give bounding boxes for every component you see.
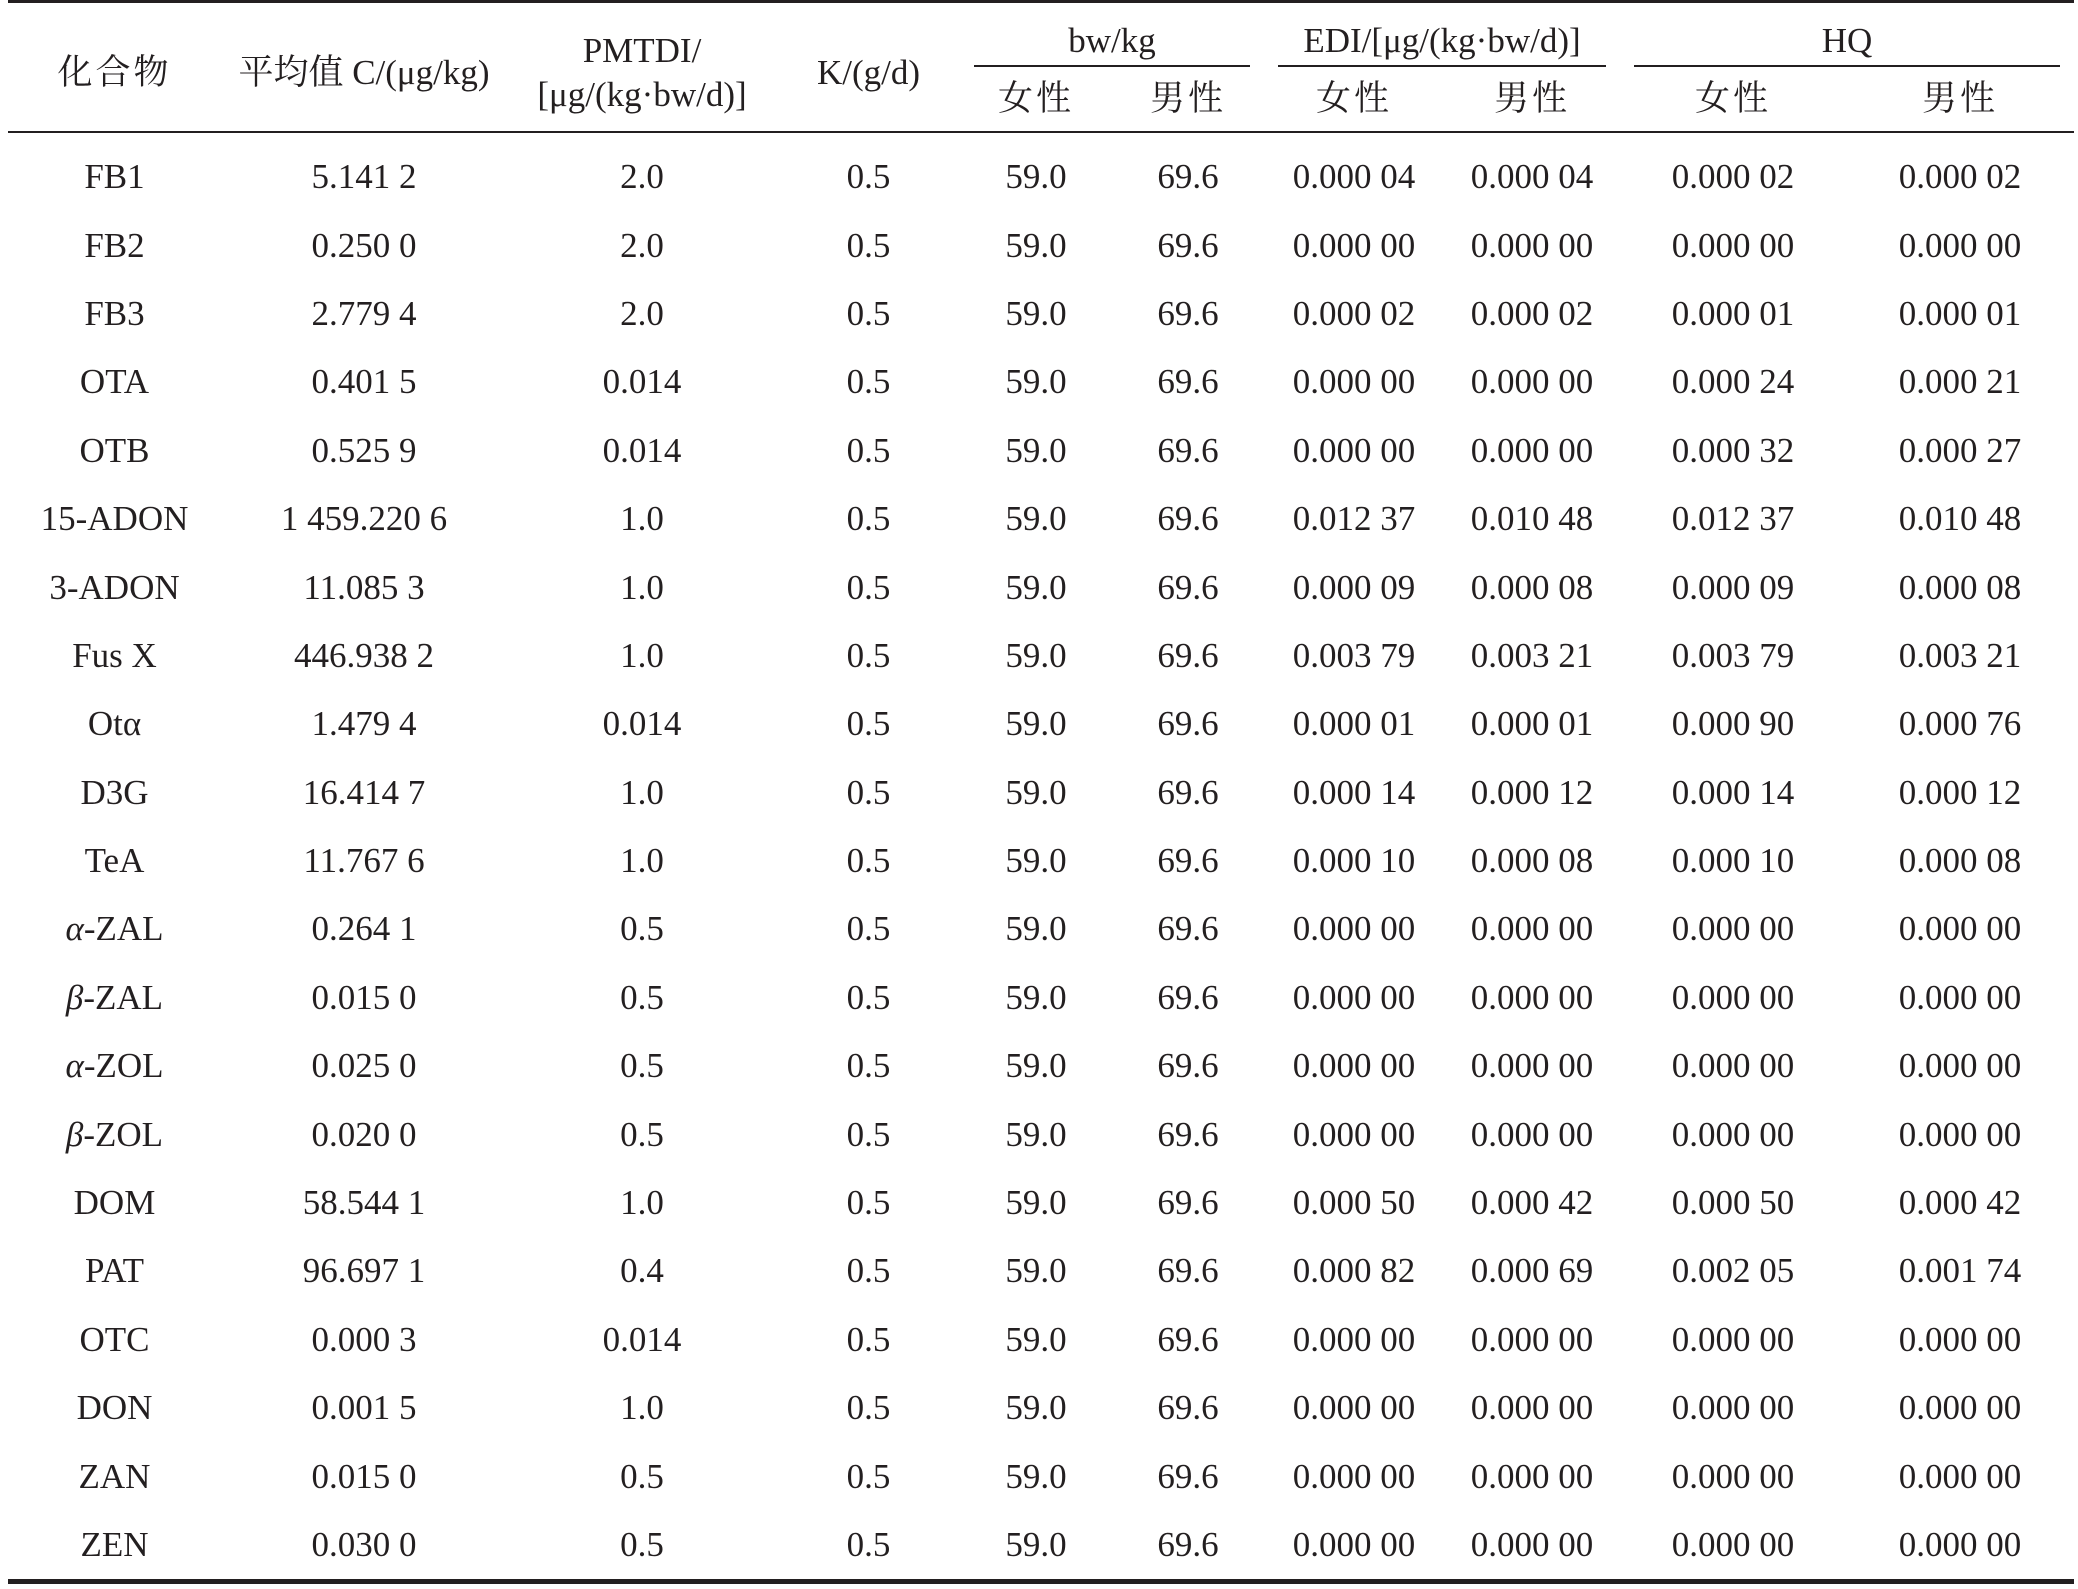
- mean-c-cell: 0.401 5: [311, 362, 417, 402]
- bw-male-cell: 69.6: [1157, 704, 1219, 744]
- mean-c-cell: 0.015 0: [311, 1456, 417, 1496]
- edi-female-cell: 0.000 02: [1292, 293, 1416, 333]
- table-row: [8, 1306, 2074, 1374]
- hq-male-cell: 0.000 00: [1898, 225, 2022, 265]
- table-row: [8, 417, 2074, 485]
- header-bw-female: 女性: [997, 79, 1074, 119]
- hq-female-cell: 0.000 10: [1671, 841, 1795, 881]
- bw-male-cell: 69.6: [1112, 1511, 1264, 1582]
- edi-male-cell: 0.000 08: [1470, 841, 1594, 881]
- header-hq-male: 男性: [1921, 79, 1998, 119]
- header-hq-female: 女性: [1694, 79, 1771, 119]
- compound-cell: [8, 348, 221, 416]
- edi-male-cell: 0.000 08: [1470, 567, 1594, 607]
- hq-male-cell: 0.000 42: [1898, 1183, 2022, 1223]
- hq-female-cell: 0.003 79: [1671, 635, 1795, 675]
- bw-male-cell: 69.6: [1157, 909, 1219, 949]
- compound-cell: [8, 1169, 221, 1237]
- edi-male-cell: 0.000 00: [1470, 1319, 1594, 1359]
- hq-male-cell: 0.010 48: [1898, 499, 2022, 539]
- pmtdi-cell: 0.5: [507, 1511, 777, 1582]
- bw-female-cell: 59.0: [1005, 1319, 1067, 1359]
- edi-female-cell: 0.000 00: [1292, 1456, 1416, 1496]
- compound-name: -ZAL: [83, 909, 164, 949]
- edi-male-cell: 0.000 00: [1470, 1456, 1594, 1496]
- header-hq: HQ: [1620, 2, 2074, 68]
- pmtdi-cell: 2.0: [620, 157, 664, 197]
- compound-name: OTA: [79, 362, 150, 402]
- pmtdi-cell: 1.0: [620, 772, 664, 812]
- edi-male-cell: 0.003 21: [1470, 635, 1594, 675]
- k-cell: 0.5: [846, 1046, 891, 1086]
- table-row: [8, 1442, 2074, 1510]
- k-cell: 0.5: [846, 157, 891, 197]
- hq-female-cell: 0.012 37: [1671, 499, 1795, 539]
- bw-male-cell: 69.6: [1157, 1319, 1219, 1359]
- hq-female-cell: 0.000 00: [1671, 977, 1795, 1017]
- bw-male-cell: 69.6: [1157, 1046, 1219, 1086]
- edi-female-cell: 0.000 14: [1292, 772, 1416, 812]
- mean-c-cell: 0.525 9: [311, 430, 417, 470]
- header-edi-female: 女性: [1315, 79, 1392, 119]
- table-row: [8, 895, 2074, 963]
- k-cell: 0.5: [846, 430, 891, 470]
- mean-c-cell: 58.544 1: [302, 1183, 426, 1223]
- hq-male-cell: 0.000 27: [1898, 430, 2022, 470]
- edi-female-cell: 0.000 00: [1292, 909, 1416, 949]
- hq-male-cell: 0.000 08: [1898, 841, 2022, 881]
- k-cell: 0.5: [846, 1319, 891, 1359]
- compound-name: Fus X: [72, 635, 157, 675]
- header-bw: bw/kg: [960, 2, 1264, 68]
- compound-prefix: α: [65, 909, 84, 949]
- k-cell: 0.5: [846, 909, 891, 949]
- hq-female-cell: 0.000 09: [1671, 567, 1795, 607]
- k-cell: 0.5: [846, 1114, 891, 1154]
- table-row: [8, 1169, 2074, 1237]
- bw-male-cell: 69.6: [1157, 567, 1219, 607]
- table-row: [8, 1032, 2074, 1100]
- compound-name: Otα: [87, 704, 142, 744]
- table-row: [8, 1374, 2074, 1442]
- edi-male-cell: 0.000 00: [1470, 909, 1594, 949]
- compound-name: 15-ADON: [40, 499, 189, 539]
- bw-female-cell: 59.0: [1005, 1183, 1067, 1223]
- bw-female-cell: 59.0: [1005, 430, 1067, 470]
- edi-male-cell: 0.000 02: [1470, 293, 1594, 333]
- mean-c-cell: 11.767 6: [303, 841, 425, 881]
- compound-prefix: β: [65, 1114, 84, 1154]
- mean-c-cell: 16.414 7: [302, 772, 426, 812]
- compound-cell: [8, 827, 221, 895]
- bw-male-cell: 69.6: [1157, 1183, 1219, 1223]
- edi-female-cell: 0.000 00: [1292, 1046, 1416, 1086]
- edi-male-cell: 0.000 00: [1470, 430, 1594, 470]
- hq-female-cell: 0.002 05: [1671, 1251, 1795, 1291]
- bw-female-cell: 59.0: [1005, 1046, 1067, 1086]
- hq-male-cell: 0.000 21: [1898, 362, 2022, 402]
- edi-male-cell: 0.000 00: [1470, 1114, 1594, 1154]
- compound-cell: [8, 622, 221, 690]
- bw-female-cell: 59.0: [1005, 157, 1067, 197]
- header-bw-male: 男性: [1149, 79, 1226, 119]
- hq-male-cell: 0.000 00: [1898, 1114, 2022, 1154]
- header-compound: 化合物: [8, 2, 221, 133]
- compound-cell: [8, 417, 221, 485]
- table-header: [8, 2, 2074, 133]
- edi-female-cell: 0.000 01: [1292, 704, 1416, 744]
- hq-female-cell: 0.000 00: [1671, 1319, 1795, 1359]
- bw-female-cell: 59.0: [1005, 635, 1067, 675]
- hq-female-cell: 0.000 02: [1671, 157, 1795, 197]
- pmtdi-cell: 0.014: [602, 1319, 682, 1359]
- header-edi: EDI/[μg/(kg·bw/d)]: [1264, 2, 1620, 68]
- edi-male-cell: 0.010 48: [1470, 499, 1594, 539]
- hq-female-cell: 0.000 00: [1671, 1456, 1795, 1496]
- mean-c-cell: 96.697 1: [302, 1251, 426, 1291]
- mean-c-cell: 11.085 3: [303, 567, 425, 607]
- pmtdi-cell: 0.014: [602, 430, 682, 470]
- bw-male-cell: 69.6: [1157, 225, 1219, 265]
- mean-c-cell: 0.030 0: [221, 1511, 507, 1582]
- edi-male-cell: 0.000 00: [1470, 1046, 1594, 1086]
- edi-male-cell: 0.000 04: [1470, 157, 1594, 197]
- compound-cell: [8, 895, 221, 963]
- pmtdi-cell: 2.0: [620, 225, 664, 265]
- edi-male-cell: 0.000 00: [1470, 1388, 1594, 1428]
- k-cell: 0.5: [846, 362, 891, 402]
- edi-male-cell: 0.000 01: [1470, 704, 1594, 744]
- table-row: [8, 759, 2074, 827]
- header-k: K/(g/d): [777, 2, 960, 133]
- bw-male-cell: 69.6: [1157, 499, 1219, 539]
- bw-female-cell: 59.0: [1005, 225, 1067, 265]
- table-row: [8, 1237, 2074, 1305]
- edi-female-cell: 0.000 50: [1292, 1183, 1416, 1223]
- compound-cell: [8, 1237, 221, 1305]
- mean-c-cell: 0.025 0: [311, 1046, 417, 1086]
- mean-c-cell: 0.000 3: [311, 1319, 417, 1359]
- compound-name: DOM: [73, 1183, 156, 1223]
- compound-name: D3G: [80, 772, 149, 812]
- edi-female-cell: 0.000 00: [1292, 1114, 1416, 1154]
- hq-female-cell: 0.000 00: [1671, 1046, 1795, 1086]
- hq-female-cell: 0.000 14: [1671, 772, 1795, 812]
- pmtdi-cell: 1.0: [620, 635, 664, 675]
- compound-name: ZAN: [78, 1456, 151, 1496]
- hq-female-cell: 0.000 00: [1671, 909, 1795, 949]
- compound-name: PAT: [84, 1251, 145, 1291]
- table-row: [8, 280, 2074, 348]
- hq-male-cell: 0.000 00: [1898, 909, 2022, 949]
- table-row: [8, 553, 2074, 621]
- bw-male-cell: 69.6: [1157, 430, 1219, 470]
- compound-name: TeA: [84, 841, 145, 881]
- edi-female-cell: 0.000 10: [1292, 841, 1416, 881]
- edi-male-cell: 0.000 42: [1470, 1183, 1594, 1223]
- bw-female-cell: 59.0: [1005, 567, 1067, 607]
- edi-female-cell: 0.000 00: [1292, 977, 1416, 1017]
- edi-female-cell: 0.000 00: [1292, 1388, 1416, 1428]
- edi-male-cell: 0.000 12: [1470, 772, 1594, 812]
- compound-name: -ZAL: [83, 977, 164, 1017]
- header-pmtdi-line2: [μg/(kg·bw/d)]: [537, 75, 747, 114]
- compound-prefix: α: [65, 1046, 84, 1086]
- mean-c-cell: 0.020 0: [311, 1114, 417, 1154]
- hq-male-cell: 0.000 00: [1898, 1046, 2022, 1086]
- bw-female-cell: 59.0: [1005, 1456, 1067, 1496]
- edi-male-cell: 0.000 69: [1470, 1251, 1594, 1291]
- edi-female-cell: 0.000 09: [1292, 567, 1416, 607]
- hq-female-cell: 0.000 00: [1671, 1388, 1795, 1428]
- edi-female-cell: 0.000 00: [1264, 1511, 1444, 1582]
- edi-female-cell: 0.000 00: [1292, 362, 1416, 402]
- header-pmtdi-line1: PMTDI/: [582, 31, 702, 70]
- hq-male-cell: 0.003 21: [1898, 635, 2022, 675]
- k-cell: 0.5: [846, 772, 891, 812]
- k-cell: 0.5: [846, 567, 891, 607]
- table-row: [8, 1100, 2074, 1168]
- mean-c-cell: 2.779 4: [311, 293, 417, 333]
- hq-male-cell: 0.000 76: [1898, 704, 2022, 744]
- mean-c-cell: 1.479 4: [311, 704, 417, 744]
- bw-female-cell: 59.0: [1005, 362, 1067, 402]
- hq-female-cell: 0.000 90: [1671, 704, 1795, 744]
- bw-male-cell: 69.6: [1157, 1251, 1219, 1291]
- hq-male-cell: 0.000 02: [1898, 157, 2022, 197]
- bw-female-cell: 59.0: [1005, 499, 1067, 539]
- bw-male-cell: 69.6: [1157, 977, 1219, 1017]
- hq-male-cell: 0.000 00: [1898, 1456, 2022, 1496]
- edi-male-cell: 0.000 00: [1470, 977, 1594, 1017]
- compound-name: ZEN: [80, 1525, 149, 1564]
- compound-cell: [8, 964, 221, 1032]
- bw-female-cell: 59.0: [1005, 977, 1067, 1017]
- k-cell: 0.5: [846, 499, 891, 539]
- k-cell: 0.5: [846, 1183, 891, 1223]
- edi-male-cell: 0.000 00: [1444, 1511, 1620, 1582]
- edi-male-cell: 0.000 00: [1470, 225, 1594, 265]
- pmtdi-cell: 1.0: [620, 1388, 664, 1428]
- compound-name: OTB: [79, 430, 150, 470]
- edi-female-cell: 0.000 04: [1292, 157, 1416, 197]
- edi-male-cell: 0.000 00: [1470, 362, 1594, 402]
- mean-c-cell: 0.001 5: [311, 1388, 417, 1428]
- bw-female-cell: 59.0: [1005, 1114, 1067, 1154]
- pmtdi-cell: 1.0: [620, 841, 664, 881]
- k-cell: 0.5: [846, 977, 891, 1017]
- bw-female-cell: 59.0: [1005, 293, 1067, 333]
- compound-cell: [8, 1511, 221, 1582]
- compound-cell: [8, 211, 221, 279]
- hq-male-cell: 0.000 01: [1898, 293, 2022, 333]
- k-cell: 0.5: [777, 1511, 960, 1582]
- hq-female-cell: 0.000 01: [1671, 293, 1795, 333]
- table-row: [8, 1511, 2074, 1582]
- pmtdi-cell: 0.014: [602, 704, 682, 744]
- compound-cell: [8, 1032, 221, 1100]
- k-cell: 0.5: [846, 1251, 891, 1291]
- table-row: [8, 211, 2074, 279]
- k-cell: 0.5: [846, 704, 891, 744]
- edi-female-cell: 0.000 00: [1292, 1319, 1416, 1359]
- mean-c-cell: 5.141 2: [311, 157, 417, 197]
- edi-female-cell: 0.003 79: [1292, 635, 1416, 675]
- pmtdi-cell: 1.0: [620, 1183, 664, 1223]
- compound-cell: [8, 690, 221, 758]
- bw-male-cell: 69.6: [1157, 293, 1219, 333]
- k-cell: 0.5: [846, 1388, 891, 1428]
- bw-female-cell: 59.0: [1005, 1251, 1067, 1291]
- pmtdi-cell: 2.0: [620, 293, 664, 333]
- header-edi-male: 男性: [1493, 79, 1570, 119]
- bw-male-cell: 69.6: [1157, 1114, 1219, 1154]
- edi-female-cell: 0.000 82: [1292, 1251, 1416, 1291]
- bw-female-cell: 59.0: [960, 1511, 1112, 1582]
- table-row: [8, 485, 2074, 553]
- k-cell: 0.5: [846, 635, 891, 675]
- mean-c-cell: 1 459.220 6: [280, 499, 448, 539]
- hq-male-cell: 0.000 00: [1898, 1319, 2022, 1359]
- edi-female-cell: 0.012 37: [1292, 499, 1416, 539]
- header-pmtdi: [507, 2, 777, 133]
- table-body: [8, 132, 2074, 1582]
- pmtdi-cell: 0.5: [620, 909, 664, 949]
- compound-name: -ZOL: [83, 1114, 164, 1154]
- hq-female-cell: 0.000 24: [1671, 362, 1795, 402]
- hq-female-cell: 0.000 00: [1620, 1511, 1846, 1582]
- hq-male-cell: 0.000 00: [1898, 1388, 2022, 1428]
- compound-cell: [8, 759, 221, 827]
- compound-name: DON: [76, 1388, 153, 1428]
- hq-male-cell: 0.000 08: [1898, 567, 2022, 607]
- pmtdi-cell: 0.4: [620, 1251, 664, 1291]
- table-row: [8, 622, 2074, 690]
- mean-c-cell: 0.264 1: [311, 909, 417, 949]
- hq-male-cell: 0.000 12: [1898, 772, 2022, 812]
- risk-table-page: [8, 0, 2074, 1589]
- bw-male-cell: 69.6: [1157, 1388, 1219, 1428]
- header-mean-c: [221, 2, 507, 133]
- bw-female-cell: 59.0: [1005, 841, 1067, 881]
- table-row: [8, 348, 2074, 416]
- compound-cell: [8, 1306, 221, 1374]
- k-cell: 0.5: [846, 1456, 891, 1496]
- table-row: [8, 690, 2074, 758]
- hq-female-cell: 0.000 50: [1671, 1183, 1795, 1223]
- bw-male-cell: 69.6: [1157, 157, 1219, 197]
- pmtdi-cell: 0.5: [620, 1114, 664, 1154]
- pmtdi-cell: 0.5: [620, 1456, 664, 1496]
- bw-female-cell: 59.0: [1005, 772, 1067, 812]
- bw-male-cell: 69.6: [1157, 362, 1219, 402]
- bw-male-cell: 69.6: [1157, 1456, 1219, 1496]
- mean-c-cell: 0.015 0: [311, 977, 417, 1017]
- compound-cell: [8, 1100, 221, 1168]
- bw-male-cell: 69.6: [1157, 635, 1219, 675]
- pmtdi-cell: 0.5: [620, 1046, 664, 1086]
- k-cell: 0.5: [846, 841, 891, 881]
- hq-female-cell: 0.000 32: [1671, 430, 1795, 470]
- bw-female-cell: 59.0: [1005, 1388, 1067, 1428]
- table-row: [8, 827, 2074, 895]
- compound-cell: [8, 132, 221, 211]
- pmtdi-cell: 0.5: [620, 977, 664, 1017]
- compound-cell: [8, 553, 221, 621]
- bw-female-cell: 59.0: [1005, 704, 1067, 744]
- compound-name: OTC: [79, 1319, 150, 1359]
- edi-female-cell: 0.000 00: [1292, 225, 1416, 265]
- bw-female-cell: 59.0: [1005, 909, 1067, 949]
- edi-female-cell: 0.000 00: [1292, 430, 1416, 470]
- mean-c-cell: 0.250 0: [311, 225, 417, 265]
- header-mean-c-text: 平均值 C/(μg/kg): [238, 53, 490, 92]
- hq-female-cell: 0.000 00: [1671, 1114, 1795, 1154]
- mean-c-cell: 446.938 2: [294, 635, 434, 675]
- compound-name: FB1: [84, 157, 145, 197]
- pmtdi-cell: 0.014: [602, 362, 682, 402]
- compound-cell: [8, 1374, 221, 1442]
- hq-male-cell: 0.000 00: [1898, 977, 2022, 1017]
- table-row: [8, 964, 2074, 1032]
- compound-name: FB2: [84, 225, 145, 265]
- hq-male-cell: 0.001 74: [1898, 1251, 2022, 1291]
- bw-male-cell: 69.6: [1157, 841, 1219, 881]
- compound-cell: [8, 1442, 221, 1510]
- compound-cell: [8, 485, 221, 553]
- bw-male-cell: 69.6: [1157, 772, 1219, 812]
- table-row: [8, 132, 2074, 211]
- compound-prefix: β: [65, 977, 84, 1017]
- hq-female-cell: 0.000 00: [1671, 225, 1795, 265]
- pmtdi-cell: 1.0: [620, 499, 664, 539]
- k-cell: 0.5: [846, 293, 891, 333]
- compound-name: 3-ADON: [49, 567, 180, 607]
- k-cell: 0.5: [846, 225, 891, 265]
- pmtdi-cell: 1.0: [620, 567, 664, 607]
- compound-name: FB3: [84, 293, 145, 333]
- risk-assessment-table: [8, 0, 2074, 1584]
- compound-cell: [8, 280, 221, 348]
- compound-name: -ZOL: [83, 1046, 164, 1086]
- hq-male-cell: 0.000 00: [1846, 1511, 2074, 1582]
